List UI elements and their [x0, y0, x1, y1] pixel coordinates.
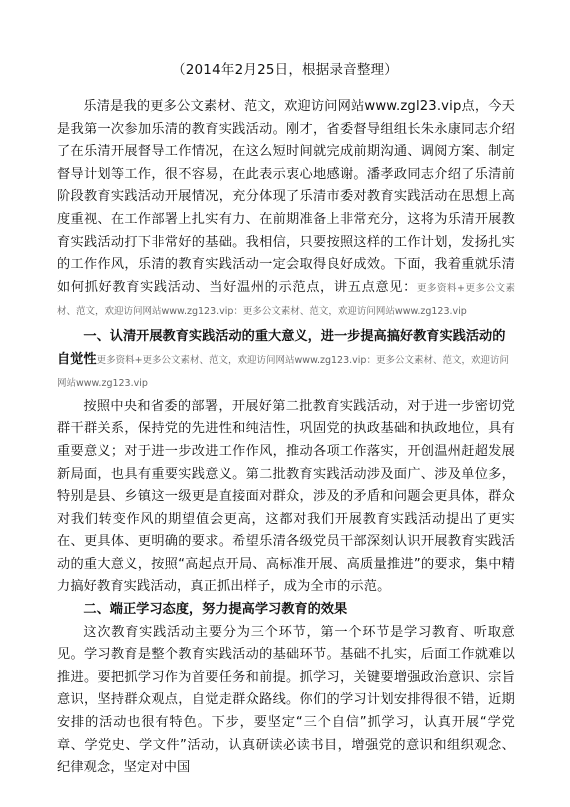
section-2-paragraph: 这次教育实践活动主要分为三个环节，第一个环节是学习教育、听取意见。学习教育是整个教育实践活动的基础环节。基础不扎实，后面工作就难以推进。要把抓学习作为首要任务和前提。抓学习，关键要增强政治意识、宗旨意识，坚持群众观点，自觉走群众路线。你们的学习计划安排得很不错，近期安排的活动也很有特色。下步，要坚定“三个自信”抓学习，认真开展“学党章、学党史、学文件”活动，认真研读必读书目，增强党的意识和组织观念、纪律观念，坚定对中国 [57, 624, 515, 776]
watermark-text: 更多资料+更多公文素材、范文，欢迎访问网站www.zg123.vip：更多公文素材、范文，欢迎访问网站www.zg123.vip [57, 282, 515, 318]
section-1-paragraph: 按照中央和省委的部署，开展好第二批教育实践活动，对于进一步密切党群干群关系，保持党的先进性和纯洁性，巩固党的执政基础和执政地位，具有重要意义；对于进一步改进工作作风，推动各项工作落实，开创温州赶超发展新局面，也具有重要实践意义。第二批教育实践活动涉及面广、涉及单位多，特别是县、乡镇这一级更是直接面对群众，涉及的矛盾和问题会更具体，群众对我们转变作风的期望值会更高，这都对我们开展教育实践活动提出了更实在、更具体、更明确的要求。希望乐清各级党员干部深刻认识开展教育实践活动的重大意义，按照“高起点开局、高标准开展、高质量推进”的要求，集中精力搞好教育实践活动，真正抓出样子，成为全市的示范。 [57, 398, 515, 595]
section-heading-1 [57, 326, 515, 396]
document-body [57, 96, 515, 780]
watermark-text: 更多资料+更多公文素材、范文，欢迎访问网站www.zg123.vip：更多公文素材、范文，欢迎访问网站www.zg123.vip [57, 354, 509, 390]
speech-date-subtitle: （2014年2月25日，根据录音整理） [172, 62, 398, 78]
section-heading-1-text: 一、认清开展教育实践活动的重大意义，进一步提高搞好教育实践活动的自觉性 [57, 328, 506, 367]
intro-paragraph [57, 96, 515, 324]
intro-text: 乐清是我的更多公文素材、范文，欢迎访问网站www.zgl23.vip点，今天是我第一次参加乐清的教育实践活动。刚才，省委督导组组长朱永康同志介绍了在乐清开展督导工作情况，在这么短时间就完成前期沟通、调阅方案、制定督导计划等工作，很不容易，在此表示衷心地感谢。潘孝政同志介绍了乐清前阶段教育实践活动开展情况，充分体现了乐清市委对教育实践活动在思想上高度重视、在工作部署上扎实有力、在前期准备上非常充分，这将为乐清开展教育实践活动打下非常好的基础。我相信，只要按照这样的工作计划，发扬扎实的工作作风，乐清的教育实践活动一定会取得良好成效。下面，我着重就乐清如何抓好教育实践活动、当好温州的示范点，讲五点意见： [57, 99, 515, 295]
section-heading-2: 二、端正学习态度，努力提高学习教育的效果 [83, 602, 348, 618]
